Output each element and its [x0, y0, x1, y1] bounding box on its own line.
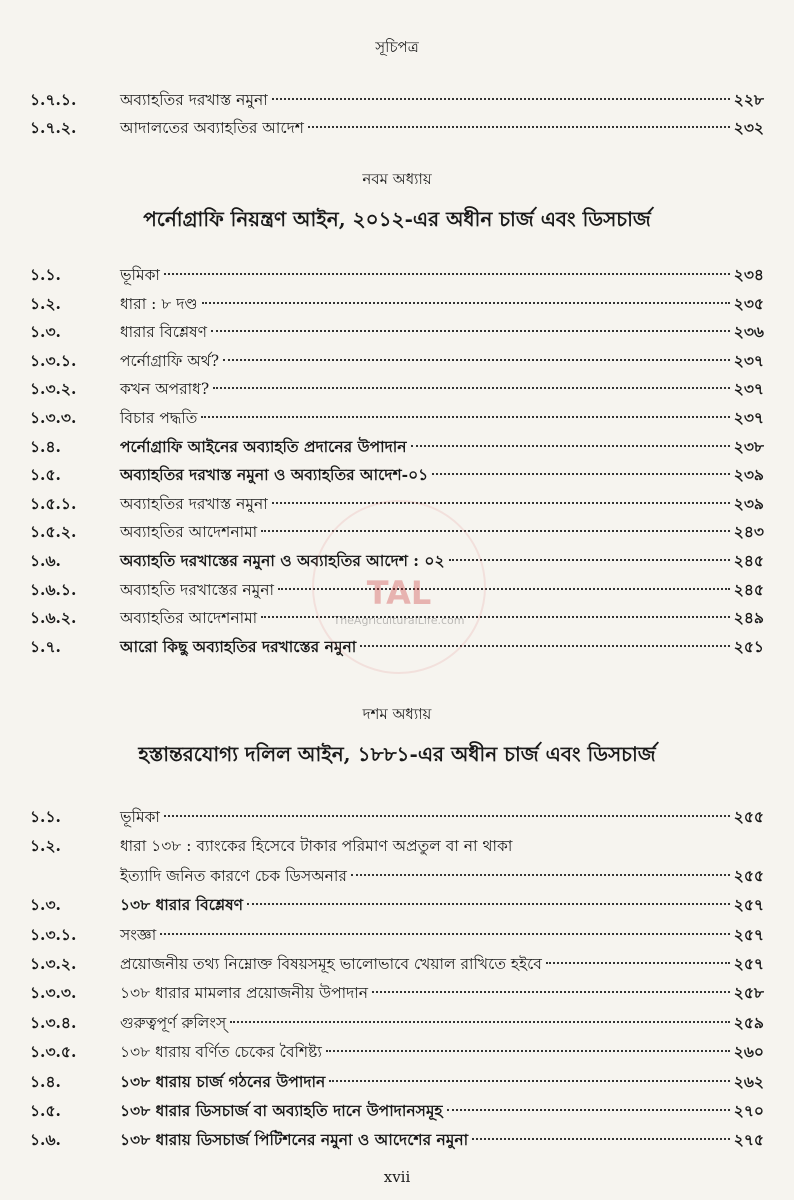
toc-row-number: ১.৫.	[30, 465, 61, 485]
toc-row-title: পর্নোগ্রাফি আইনের অব্যাহতি প্রদানের উপাদান	[120, 436, 407, 456]
toc-row[interactable]	[30, 1009, 764, 1037]
toc-row-title: অব্যাহতি দরখাস্তের নমুনা ও অব্যাহতির আদেশ : ০২	[120, 551, 445, 570]
toc-row-title: ইত্যাদি জনিত কারণে চেক ডিসঅনার	[120, 866, 347, 885]
toc-row-number: ১.৫.১.	[30, 493, 77, 513]
toc-row-page: ২৪৯	[733, 608, 764, 628]
toc-row-number: ১.৫.২.	[30, 522, 77, 542]
toc-row-number: ১.৪.	[30, 436, 61, 456]
toc-row-page: ২৩৫	[733, 293, 764, 313]
toc-row[interactable]	[30, 86, 764, 114]
toc-row-title: অব্যাহতির দরখাস্ত নমুনা	[120, 494, 268, 513]
toc-row-title: ধারার বিশ্লেষণ	[120, 323, 207, 342]
toc-row-number: ১.৩.	[30, 895, 61, 915]
watermark-url: TheAgriculturalLife.com	[333, 614, 465, 627]
toc-row-title: গুরুত্বপূর্ণ রুলিংস্	[120, 1013, 227, 1032]
toc-row-page: ২৩৬	[733, 322, 764, 342]
toc-row-number: ১.৩.	[30, 322, 61, 342]
toc-row-title: সংজ্ঞা	[120, 925, 157, 944]
toc-row-number: ১.৩.১.	[30, 350, 77, 370]
toc-row[interactable]	[30, 921, 764, 949]
toc-row-page: ২৫৮	[733, 983, 764, 1003]
toc-row-page: ২৩২	[733, 118, 764, 137]
toc-row-page: ২৫৯	[733, 1012, 764, 1032]
toc-row-title: অব্যাহতির দরখাস্ত নমুনা	[120, 91, 268, 109]
chapter-9-label: নবম অধ্যায়	[362, 170, 432, 188]
toc-row-title: অব্যাহতি দরখাস্তের নমুনা	[120, 580, 274, 599]
toc-row-title: ১৩৮ ধারায় চার্জ গঠনের উপাদান	[120, 1071, 326, 1091]
toc-row-number: ১.৪.	[30, 1071, 61, 1091]
toc-row-title: ১৩৮ ধারায় ডিসচার্জ পিটিশনের নমুনা ও আদেশের নমুনা	[120, 1130, 469, 1150]
toc-row[interactable]	[30, 433, 764, 461]
toc-row[interactable]	[30, 803, 764, 831]
toc-row-page: ২৭০	[733, 1101, 764, 1120]
toc-row-page: ২৪৩	[733, 522, 764, 542]
toc-row-title: ধারা ১৩৮ : ব্যাংকের হিসেবে টাকার পরিমাণ অপ্রতুল বা না থাকা	[120, 837, 513, 856]
toc-row-number: ১.৩.৩.	[30, 408, 77, 427]
toc-row-title: আদালতের অব্যাহতির আদেশ	[120, 119, 304, 137]
toc-row-page: ২৩৯	[733, 493, 764, 513]
toc-row-number: ১.৬.	[30, 1130, 61, 1150]
page-number: xvii	[383, 1168, 411, 1186]
toc-row-number: ১.৬.	[30, 551, 61, 570]
toc-row-number: ১.৩.১.	[30, 924, 77, 944]
toc-row-page: ২৫৭	[733, 895, 764, 915]
toc-row-number: ১.৫.	[30, 1101, 61, 1120]
toc-row-page: ২৫১	[733, 636, 764, 656]
toc-row[interactable]	[30, 862, 764, 890]
toc-row-page: ২৫৭	[733, 924, 764, 944]
toc-row[interactable]	[30, 1126, 764, 1154]
toc-row-page: ২৫৭	[733, 954, 764, 973]
toc-row[interactable]	[30, 1097, 764, 1125]
toc-row-title: ১৩৮ ধারার বিশ্লেষণ	[120, 895, 244, 915]
watermark-logo	[312, 500, 486, 674]
toc-row-page: ২৩৭	[733, 408, 764, 427]
toc-row[interactable]	[30, 347, 764, 375]
toc-row-title: বিচার পদ্ধতি	[120, 409, 198, 427]
toc-row-number: ১.৩.৪.	[30, 1012, 77, 1032]
toc-row-title: ভূমিকা	[120, 266, 160, 284]
toc-row-title: ধারা : ৮ দণ্ড	[120, 294, 198, 313]
toc-row-page: ২৩৭	[733, 350, 764, 370]
toc-row[interactable]	[30, 261, 764, 289]
toc-row-title: ১৩৮ ধারার ডিসচার্জ বা অব্যাহতি দানে উপাদানসমূহ	[120, 1101, 443, 1120]
toc-row-number: ১.৭.	[30, 636, 61, 656]
toc-row-page: ২২৮	[733, 90, 764, 109]
toc-row[interactable]	[30, 1038, 764, 1066]
toc-row-number: ১.৩.৫.	[30, 1042, 77, 1062]
toc-row-title: ভূমিকা	[120, 808, 160, 826]
toc-row[interactable]	[30, 114, 764, 142]
toc-row-page: ২৭৫	[733, 1130, 764, 1150]
toc-row-title: ১৩৮ ধারায় বর্ণিত চেকের বৈশিষ্ট্য	[120, 1043, 322, 1062]
toc-row-page: ২৫৫	[733, 807, 764, 826]
toc-row[interactable]	[30, 832, 764, 860]
toc-row[interactable]	[30, 461, 764, 489]
toc-row-number: ১.১.	[30, 265, 61, 284]
page-header-title: সূচিপত্র	[375, 38, 419, 56]
toc-row-number: ১.৩.৩.	[30, 983, 77, 1003]
toc-row-title: আরো কিছু অব্যাহতির দরখাস্তের নমুনা	[120, 636, 357, 656]
toc-row[interactable]	[30, 404, 764, 432]
toc-row[interactable]	[30, 375, 764, 403]
toc-row-title: কখন অপরাধ?	[120, 380, 210, 399]
toc-row[interactable]	[30, 891, 764, 919]
toc-row-page: ২৬২	[733, 1071, 764, 1091]
toc-row[interactable]	[30, 290, 764, 318]
toc-row-number: ১.১.	[30, 807, 61, 826]
toc-row-number: ১.৬.২.	[30, 608, 77, 628]
toc-row-title: ১৩৮ ধারার মামলার প্রয়োজনীয় উপাদান	[120, 984, 368, 1003]
toc-row-page: ২৬০	[733, 1042, 764, 1062]
toc-row-page: ২৩৮	[733, 436, 764, 456]
toc-row-title: পর্নোগ্রাফি অর্থ?	[120, 351, 220, 370]
toc-row-title: অব্যাহতির আদেশনামা	[120, 523, 258, 542]
chapter-9-title: পর্নোগ্রাফি নিয়ন্ত্রণ আইন, ২০১২-এর অধীন চার্জ এবং ডিসচার্জ	[143, 207, 651, 231]
toc-row-page: ২৩৭	[733, 379, 764, 399]
toc-row-title: অব্যাহতির আদেশনামা	[120, 609, 258, 628]
toc-row[interactable]	[30, 1068, 764, 1096]
toc-row-page: ২৪৫	[733, 579, 764, 599]
chapter-10-label: দশম অধ্যায়	[362, 705, 432, 723]
toc-row-page: ২৫৫	[733, 865, 764, 885]
toc-row-title: প্রয়োজনীয় তথ্য নিম্নোক্ত বিষয়সমূহ ভালোভাবে খেয়াল রাখিতে হইবে	[120, 955, 542, 973]
toc-row-number: ১.৭.১.	[30, 90, 77, 109]
toc-row-page: ২৪৫	[733, 551, 764, 570]
toc-row-page: ২৩৯	[733, 465, 764, 485]
toc-row-number: ১.৬.১.	[30, 579, 77, 599]
toc-row[interactable]	[30, 318, 764, 346]
toc-row-number: ১.৩.২.	[30, 954, 77, 973]
watermark-text: TAL	[366, 574, 432, 612]
toc-row-title: অব্যাহতির দরখাস্ত নমুনা ও অব্যাহতির আদেশ-০১	[120, 465, 429, 485]
toc-row-number: ১.৩.২.	[30, 379, 77, 399]
toc-row[interactable]	[30, 950, 764, 978]
toc-row-page: ২৩৪	[733, 265, 764, 284]
toc-row-number: ১.২.	[30, 836, 61, 856]
toc-row-number: ১.৭.২.	[30, 118, 77, 137]
toc-row-number: ১.২.	[30, 293, 61, 313]
chapter-10-title: হস্তান্তরযোগ্য দলিল আইন, ১৮৮১-এর অধীন চার্জ এবং ডিসচার্জ	[138, 742, 656, 766]
toc-row[interactable]	[30, 979, 764, 1007]
